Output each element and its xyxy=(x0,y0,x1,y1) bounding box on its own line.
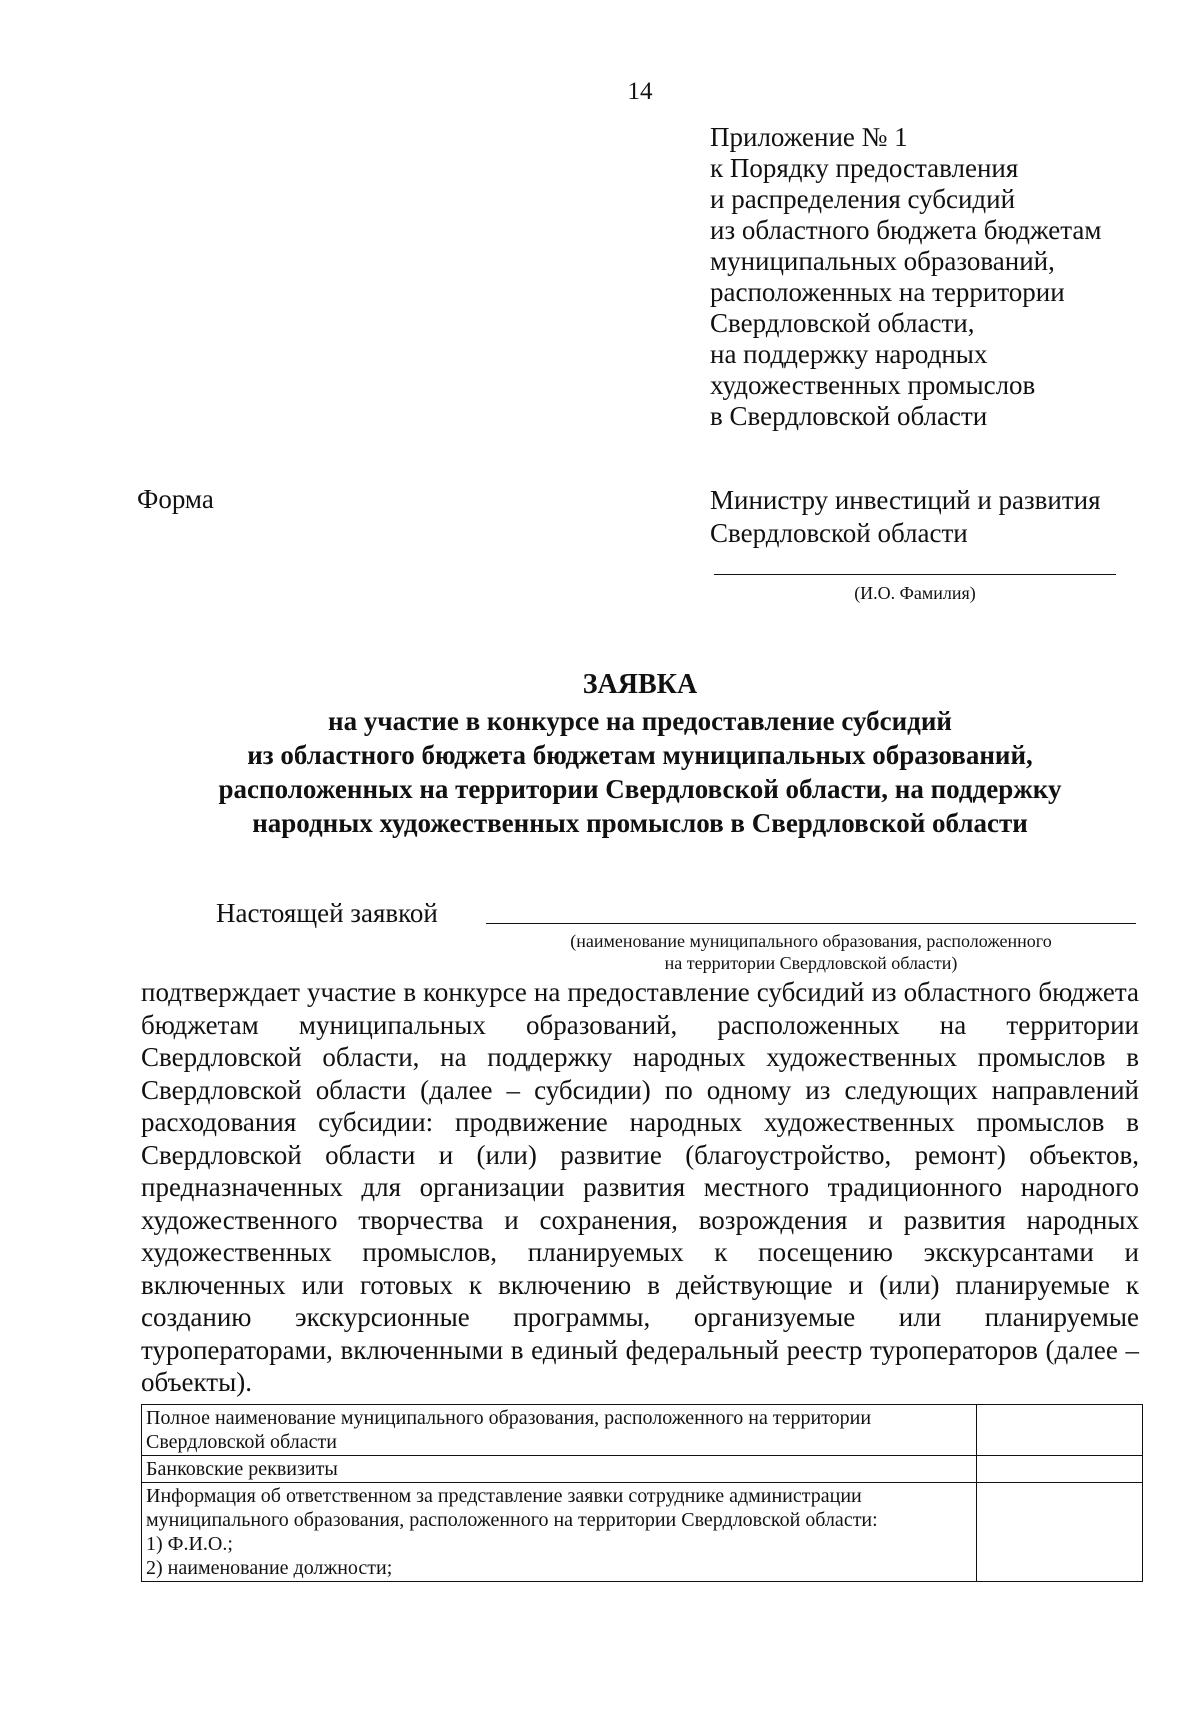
document-title xyxy=(130,668,1150,840)
annex-line: из областного бюджета бюджетам xyxy=(710,215,1102,245)
municipality-name-field xyxy=(486,923,1136,924)
title-line: на участие в конкурсе на предоставление субсидий xyxy=(328,706,952,736)
intro-label: Настоящей заявкой xyxy=(216,898,438,928)
intro-caption xyxy=(486,930,1136,974)
annex-line: к Порядку предоставления xyxy=(710,153,1019,183)
table-cell-value xyxy=(977,1405,1143,1456)
table-cell-label xyxy=(142,1456,977,1483)
application-table xyxy=(141,1404,1143,1582)
annex-line: Приложение № 1 xyxy=(710,122,908,152)
annex-line: и распределения субсидий xyxy=(710,184,1016,214)
addressee-block xyxy=(710,484,1101,550)
annex-line: расположенных на территории xyxy=(710,277,1065,307)
signature-line xyxy=(714,574,1116,575)
title-line: народных художественных промыслов в Свердловской области xyxy=(252,808,1028,838)
form-label: Форма xyxy=(137,484,214,514)
annex-line: на поддержку народных xyxy=(710,339,988,369)
table-cell-value xyxy=(977,1456,1143,1483)
annex-line: художественных промыслов xyxy=(710,370,1036,400)
annex-line: Свердловской области, xyxy=(710,308,975,338)
cell-line: Банковские реквизиты xyxy=(146,1458,338,1480)
cell-line: 2) наименование должности; xyxy=(146,1557,393,1579)
annex-line: муниципальных образований, xyxy=(710,246,1055,276)
cell-line: Свердловской области xyxy=(146,1431,337,1453)
title-line: расположенных на территории Свердловской области, на поддержку xyxy=(218,774,1062,804)
table-row xyxy=(142,1483,1143,1582)
title-line: из областного бюджета бюджетам муниципальных образований, xyxy=(247,740,1033,770)
table-cell-label xyxy=(142,1405,977,1456)
signature-caption: (И.О. Фамилия) xyxy=(854,583,976,603)
intro-caption-line: (наименование муниципального образования, расположенного xyxy=(570,931,1052,951)
annex-line: в Свердловской области xyxy=(710,401,988,431)
table-cell-value xyxy=(977,1483,1143,1582)
annex-header xyxy=(710,122,1101,432)
table-row xyxy=(142,1456,1143,1483)
table-cell-label xyxy=(142,1483,977,1582)
intro-caption-line: на территории Свердловской области) xyxy=(664,953,958,973)
addressee-line: Свердловской области xyxy=(710,518,968,548)
cell-line: муниципального образования, расположенного на территории Свердловской области: xyxy=(146,1509,878,1531)
page-number: 14 xyxy=(627,78,653,105)
cell-line: Информация об ответственном за представление заявки сотруднике администрации xyxy=(146,1485,862,1507)
addressee-line: Министру инвестиций и развития xyxy=(710,485,1101,515)
cell-line: 1) Ф.И.О.; xyxy=(146,1533,233,1555)
cell-line: Полное наименование муниципального образования, расположенного на территории xyxy=(146,1407,872,1429)
table-row xyxy=(142,1405,1143,1456)
title-heading: ЗАЯВКА xyxy=(582,669,698,700)
body-paragraph: подтверждает участие в конкурсе на предоставление субсидий из областного бюджета бюджетам муниципальных образований, расположенных на территории Свердловской области, на поддержку народных художественных промыслов в Свердловской области (далее – субсидии) по одному из следующих направлений расходования субсидии: продвижение народных художественных промыслов в Свердловской области и (или) развитие (благоустройство, ремонт) объектов, предназначенных для организации развития местного традиционного народного художественного творчества и сохранения, возрождения и развития народных художественных промыслов, планируемых к посещению экскурсантами и включенных или готовых к включению в действующие и (или) планируемые к созданию экскурсионные программы, организуемые или планируемые туроператорами, включенными в единый федеральный реестр туроператоров (далее – объекты). xyxy=(141,977,1139,1397)
